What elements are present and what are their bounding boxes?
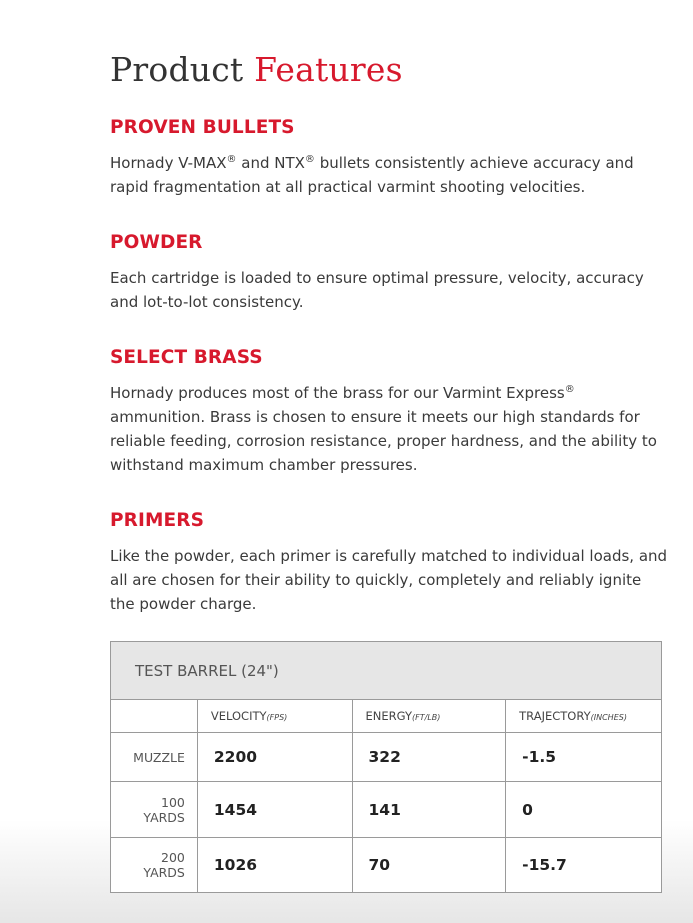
column-label: ENERGY bbox=[365, 709, 413, 723]
text-run: Each cartridge is loaded to ensure optimal pressure, velocity, accuracy and lot-to-lot consistency. bbox=[110, 269, 644, 311]
row-label bbox=[111, 838, 198, 893]
energy-value: 70 bbox=[352, 838, 506, 893]
section-heading: SELECT BRASS bbox=[110, 347, 263, 368]
section-heading: PROVEN BULLETS bbox=[110, 117, 295, 138]
trajectory-value: 0 bbox=[506, 782, 662, 838]
page-title-main: Product bbox=[110, 50, 244, 89]
page-title-accent: Features bbox=[254, 50, 403, 89]
column-label: VELOCITY bbox=[210, 709, 267, 723]
velocity-value: 2200 bbox=[197, 733, 352, 782]
row-label bbox=[111, 782, 198, 838]
table-title-row bbox=[111, 642, 662, 700]
registered-mark: ® bbox=[304, 154, 315, 165]
registered-mark: ® bbox=[226, 154, 237, 165]
registered-mark: ® bbox=[564, 384, 575, 395]
text-run: and NTX bbox=[236, 154, 305, 172]
row-label-line: 100 bbox=[161, 794, 185, 810]
section-heading: PRIMERS bbox=[110, 510, 205, 531]
section-primers bbox=[110, 510, 670, 616]
section-text bbox=[110, 544, 670, 616]
section-proven-bullets bbox=[110, 117, 670, 199]
column-unit: (FT/LB) bbox=[412, 713, 441, 722]
text-run: bullets consistently achieve accuracy and rapid fragmentation at all practical varmint shooting velocities. bbox=[110, 154, 634, 196]
energy-value: 141 bbox=[352, 782, 506, 838]
section-text bbox=[110, 266, 670, 314]
empty-header-cell bbox=[111, 700, 198, 733]
energy-value: 322 bbox=[352, 733, 506, 782]
column-header-row bbox=[111, 700, 662, 733]
test-barrel-label: TEST BARREL (24") bbox=[111, 642, 662, 700]
page-title bbox=[110, 50, 403, 89]
table-row bbox=[111, 838, 662, 893]
column-header-velocity bbox=[197, 700, 352, 733]
section-text bbox=[110, 381, 670, 477]
column-unit: (INCHES) bbox=[590, 713, 627, 722]
row-label-line: YARDS bbox=[143, 865, 185, 880]
section-text bbox=[110, 151, 670, 199]
row-label-line: YARDS bbox=[143, 809, 185, 825]
table-row bbox=[111, 733, 662, 782]
velocity-value: 1454 bbox=[197, 782, 352, 838]
velocity-value: 1026 bbox=[197, 838, 352, 893]
column-unit: (FPS) bbox=[266, 713, 288, 722]
text-run: Hornady V-MAX bbox=[110, 154, 227, 172]
column-header-energy bbox=[352, 700, 506, 733]
column-label: TRAJECTORY bbox=[519, 709, 591, 723]
row-label bbox=[111, 733, 198, 782]
row-label-line: 200 bbox=[161, 850, 185, 865]
trajectory-value: -1.5 bbox=[506, 733, 662, 782]
ballistics-table bbox=[110, 641, 662, 893]
section-heading: POWDER bbox=[110, 232, 203, 253]
section-select-brass bbox=[110, 347, 670, 477]
column-header-trajectory bbox=[506, 700, 662, 733]
text-run: ammunition. Brass is chosen to ensure it meets our high standards for reliable feeding, corrosion resistance, proper hardness, and the ability to withstand maximum chamber pressures. bbox=[110, 408, 657, 474]
section-powder bbox=[110, 232, 670, 314]
text-run: Like the powder, each primer is carefully matched to individual loads, and all are chosen for their ability to quickly, completely and reliably ignite the powder charge. bbox=[110, 547, 668, 613]
text-run: Hornady produces most of the brass for our Varmint Express bbox=[110, 384, 565, 402]
table-row bbox=[111, 782, 662, 838]
row-label-line: MUZZLE bbox=[133, 749, 185, 765]
trajectory-value: -15.7 bbox=[506, 838, 662, 893]
